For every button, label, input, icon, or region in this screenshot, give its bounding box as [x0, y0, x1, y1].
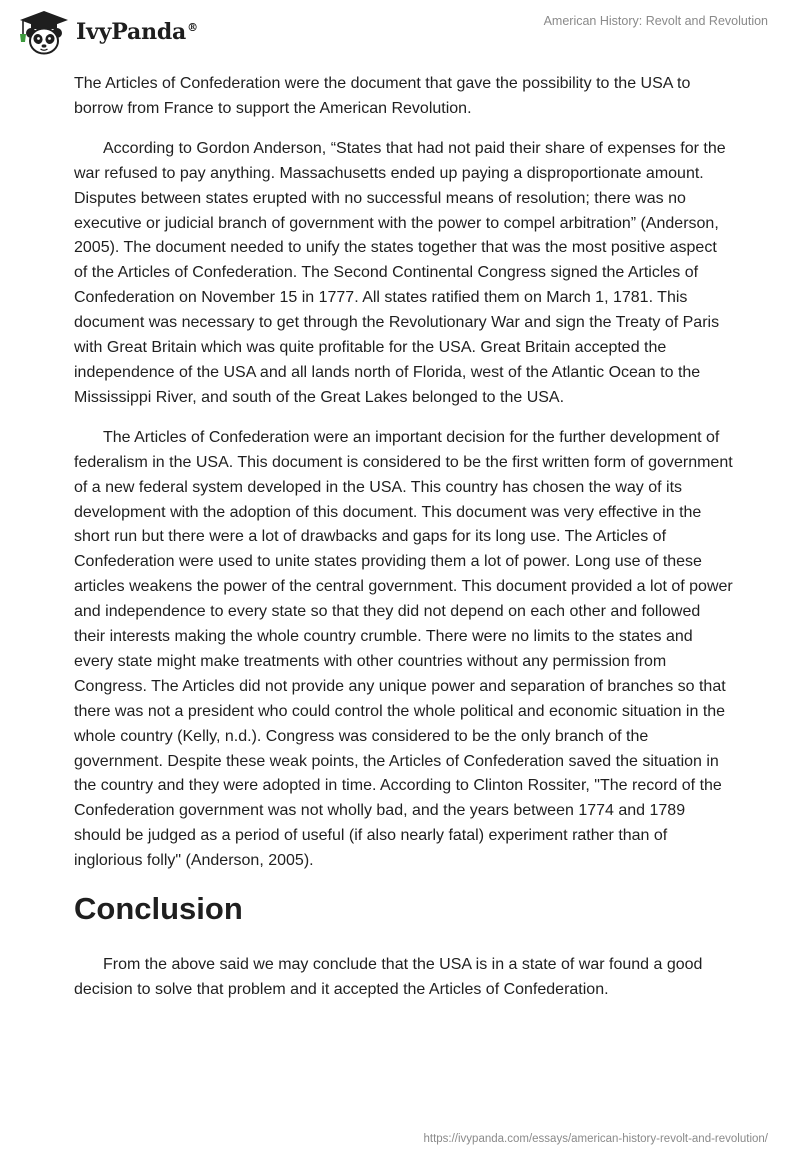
section-heading-conclusion: Conclusion	[74, 891, 243, 927]
source-url[interactable]: https://ivypanda.com/essays/american-history-revolt-and-revolution/	[423, 1133, 768, 1145]
panda-graduate-logo-icon	[14, 8, 72, 56]
logo-registered-mark: ®	[187, 20, 198, 34]
page-header	[0, 0, 800, 64]
ivypanda-logo[interactable]	[14, 8, 198, 56]
conclusion-paragraph: From the above said we may conclude that the USA is in a state of war found a good decision to solve that problem and it accepted the Articles of Confederation.	[74, 956, 703, 998]
paragraph: The Articles of Confederation were an important decision for the further development of federalism in the USA. This document is considered to be the first written form of government of a new federal system developed in the USA. This country has chosen the way of its development with the adoption of this document. This document was very effective in the short run but there were a lot of drawbacks and gaps for its long use. The Articles of Confederation were used to unite states providing them a lot of power. Long use of these articles weakens the power of the central government. This document provided a lot of power and independence to every state so that they did not depend on each other and followed their interests making the whole country crumble. There were no limits to the states and every state might make treatments with other countries without any permission from Congress. The Articles did not provide any unique power and separation of branches so that there was not a president who could control the whole political and economic situation in the whole country (Kelly, n.d.). Congress was considered to be the only branch of the government. Despite these weak points, the Articles of Confederation saved the situation in the country and they were adopted in time. According to Clinton Rossiter, "The record of the Confederation government was not wholly bad, and the years between 1774 and 1789 should be judged as a period of useful (if also nearly fatal) experiment rather than of inglorious folly" (Anderson, 2005).	[74, 428, 733, 870]
logo-brand-name: IvyPanda	[76, 19, 187, 45]
paragraph: According to Gordon Anderson, “States that had not paid their share of expenses for the war refused to pay anything. Massachusetts ended up paying a disproportionate amount. Disputes between states erupted with no successful means of resolution; there was no executive or judicial branch of government with the power to compel arbitration” (Anderson, 2005). The document needed to unify the states together that was the most positive aspect of the Articles of Confederation. The Second Continental Congress signed the Articles of Confederation on November 15 in 1777. All states ratified them on March 1, 1781. This document was necessary to get through the Revolutionary War and sign the Treaty of Paris with Great Britain which was quite profitable for the USA. Great Britain accepted the independence of the USA and all lands north of Florida, west of the Atlantic Ocean to the Mississippi River, and south of the Great Lakes belonged to the USA.	[74, 139, 726, 406]
logo-wordmark	[76, 19, 198, 45]
running-title: American History: Revolt and Revolution	[543, 14, 768, 28]
essay-body	[74, 72, 734, 1003]
paragraph: The Articles of Confederation were the document that gave the possibility to the USA to borrow from France to support the American Revolution.	[74, 75, 691, 117]
